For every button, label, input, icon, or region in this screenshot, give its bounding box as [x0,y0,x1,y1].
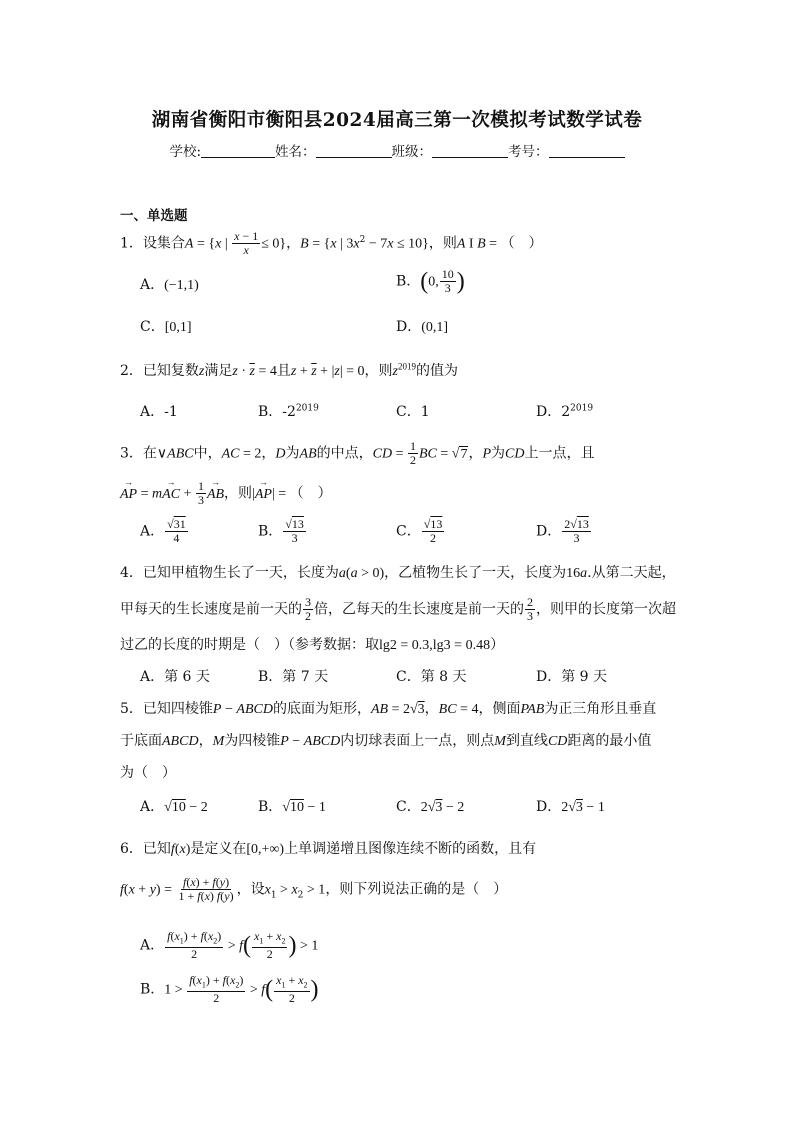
q4-option-b[interactable]: B．第 7 天 [258,669,329,685]
q2-option-d[interactable]: D．$2^{2019}$ [536,403,594,420]
q4-option-d[interactable]: D．第 9 天 [536,669,608,685]
q5-option-b[interactable]: B．√10 − 1 [258,799,326,815]
q3-option-d[interactable]: D． $\frac{2√13}{3}$ [536,517,589,545]
q4-option-c[interactable]: C．第 8 天 [396,669,467,685]
fraction: $\frac{x - 1}{x}$ [234,229,259,257]
question-6-line-2: f(x + y) = $\frac{f(x) + f(y)}{1 + f(x) f(y)}$ ，设$x_1 > x_2 > 1$，则下列说法正确的是（ ） [120,875,508,903]
school-field[interactable] [201,144,275,158]
question-1: 1．设集合A = {x | $\frac{x - 1}{x}$ ≤ 0}，B = {x | $3x^2 - 7x \le 10$}，则A I B = （ ） [120,229,543,257]
q1-option-c[interactable]: C．[0,1] [140,319,192,335]
question-4-line-2: 甲每天的生长速度是前一天的 $\frac{3}{2}$ 倍，乙每天的生长速度是前一天的 $\frac{2}{3}$ ，则甲的长度第一次超 [120,595,676,623]
q1-option-b[interactable]: B．(0, $\frac{10}{3}$ ) [396,267,465,295]
class-label: 班级： [391,144,433,160]
name-field[interactable] [316,144,392,158]
question-5-line-2: 于底面ABCD，M为四棱锥P − ABCD内切球表面上一点，则点M到直线CD距离的最小值 [120,733,652,749]
question-4-line-1: 4．已知甲植物生长了一天，长度为a(a > 0)，乙植物生长了一天，长度为16a.从第二天起， [120,565,676,581]
school-label: 学校: [169,144,202,160]
number-field[interactable] [549,144,625,158]
q1-option-d[interactable]: D．(0,1] [396,319,449,335]
question-3-line-2: → AP = m→ AC + $\frac{1}{3}$ → AB，则|→ AP| = （ ） [120,480,332,507]
student-info-line [0,140,794,160]
question-5-line-3: 为（ ） [120,765,176,781]
page-title: 湖南省衡阳市衡阳县2024届高三第一次模拟考试数学试卷 [151,110,643,131]
q2-option-a[interactable]: A．-1 [140,404,178,420]
q3-option-a[interactable]: A． $\frac{√31}{4}$ [140,517,186,545]
number-label: 考号： [508,144,549,160]
q6-option-a[interactable]: A． $\frac{f(x_1) + f(x_2)}{2}$ > f( $\frac{x_1 + x_2}{2}$ ) > 1 [140,929,319,962]
class-field[interactable] [432,144,508,158]
section-title: 一、单选题 [120,208,188,224]
q3-option-b[interactable]: B． $\frac{√13}{3}$ [258,517,304,545]
question-4-line-3: 过乙的长度的时期是（ ）（参考数据：取lg2 = 0.3,lg3 = 0.48） [120,637,505,653]
question-5-line-1: 5．已知四棱锥P − ABCD的底面为矩形，AB = 2√3，BC = 4，侧面PAB为正三角形且垂直 [120,701,657,717]
question-2: 2．已知复数z满足$z \cdot \overline{z} = 4$且$z + \overline{z} + |z| = 0$，则$z^{2019}$的值为 [120,361,458,379]
question-6-line-1: 6．已知f(x)是定义在[0,+∞)上单调递增且图像连续不断的函数，且有 [120,841,537,857]
q6-option-b[interactable]: B．1 > $\frac{f(x_1) + f(x_2)}{2}$ > f( $\frac{x_1 + x_2}{2}$ ) [140,973,319,1006]
q5-option-c[interactable]: C．2√3 − 2 [396,799,465,815]
q3-option-c[interactable]: C． $\frac{√13}{2}$ [396,517,443,545]
q2-option-c[interactable]: C．1 [396,404,430,420]
name-label: 姓名： [275,144,316,160]
q2-option-b[interactable]: B．$-2^{2019}$ [258,403,319,420]
q5-option-d[interactable]: D．2√3 − 1 [536,799,605,815]
q5-option-a[interactable]: A．√10 − 2 [140,799,208,815]
q4-option-a[interactable]: A．第 6 天 [140,669,210,685]
question-3-line-1: 3．在∨ABC中，AC = 2，D为AB的中点，CD = $\frac{1}{2}$ BC = √7，P为CD上一点，且 [120,439,595,467]
q1-option-a[interactable]: A．(−1,1) [140,277,199,293]
